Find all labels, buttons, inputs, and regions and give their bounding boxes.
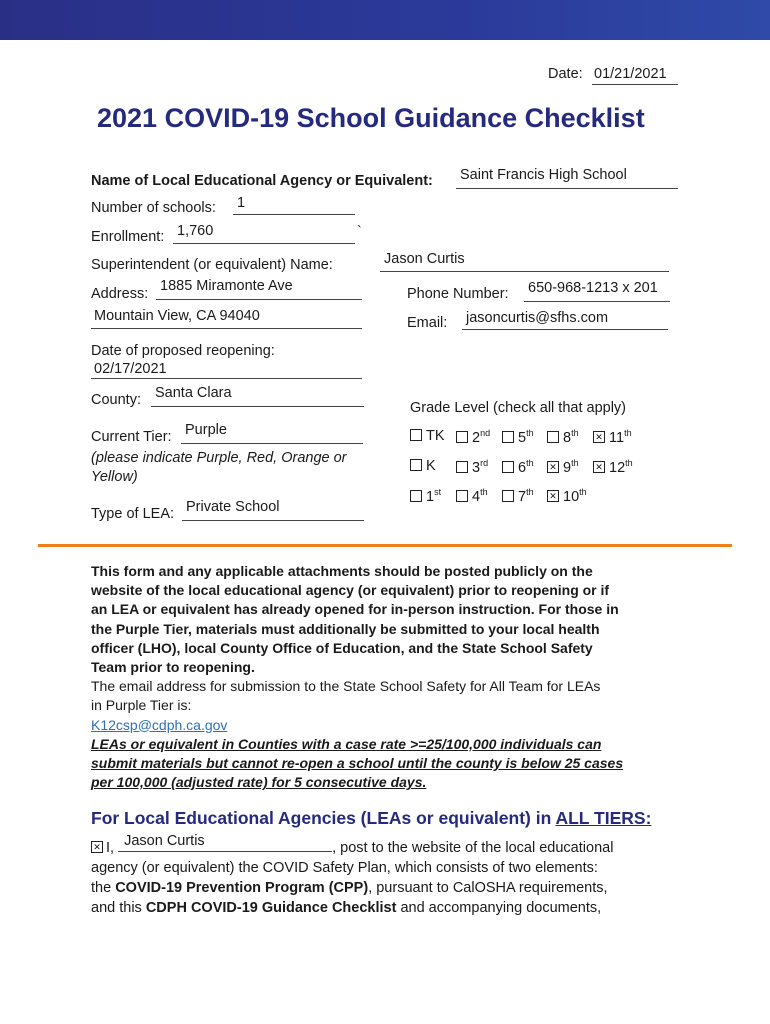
grade-label: 1 xyxy=(426,488,435,505)
grade-suffix: th xyxy=(526,487,534,497)
grade-suffix: th xyxy=(624,428,632,438)
grade-label: 2 xyxy=(472,429,481,446)
num-schools-label: Number of schools: xyxy=(91,200,216,216)
notice-bold-line: the Purple Tier, materials must additionally be submitted to your local health xyxy=(91,620,600,637)
phone-label: Phone Number: xyxy=(407,286,509,302)
grade-option-5[interactable] xyxy=(502,428,534,446)
submission-email-link[interactable]: K12csp@cdph.ca.gov xyxy=(91,716,228,733)
tier-label: Current Tier: xyxy=(91,429,172,445)
grade-label: 11 xyxy=(609,429,625,446)
phone-value[interactable]: 650-968-1213 x 201 xyxy=(528,280,658,296)
notice-bold-line: This form and any applicable attachments should be posted publicly on the xyxy=(91,563,593,579)
num-schools-value[interactable]: 1 xyxy=(237,195,246,211)
tier-value[interactable]: Purple xyxy=(185,422,227,438)
grade-option-tk[interactable] xyxy=(410,428,445,444)
superintendent-underline xyxy=(380,271,669,272)
all-tiers-heading-emph: ALL TIERS: xyxy=(555,808,652,828)
grade-option-11[interactable] xyxy=(593,428,632,446)
signer-field[interactable] xyxy=(118,833,332,852)
checklist-term: CDPH COVID-19 Guidance Checklist xyxy=(145,900,397,916)
date-value: 01/21/2021 xyxy=(594,66,667,82)
cpp-term: COVID-19 Prevention Program (CPP) xyxy=(115,880,369,896)
lea-type-value[interactable]: Private School xyxy=(186,499,280,515)
email-underline xyxy=(462,329,668,330)
grade-label: 7 xyxy=(518,488,527,505)
grade-checkbox[interactable] xyxy=(547,490,559,502)
attestation-i-label: I, xyxy=(106,840,115,856)
grade-checkbox[interactable] xyxy=(456,431,468,443)
address-label: Address: xyxy=(91,286,149,302)
tier-underline xyxy=(181,443,363,444)
attestation-line3 xyxy=(91,878,691,898)
county-value[interactable]: Santa Clara xyxy=(155,385,232,401)
address-line2[interactable]: Mountain View, CA 94040 xyxy=(94,308,260,324)
grade-checkbox[interactable] xyxy=(593,431,605,443)
grade-label: 5 xyxy=(518,429,527,446)
email-label: Email: xyxy=(407,315,448,331)
all-tiers-heading xyxy=(91,808,651,829)
grade-option-k[interactable] xyxy=(410,458,436,474)
grade-label: TK xyxy=(426,428,445,444)
num-schools-underline xyxy=(233,214,355,215)
grade-checkbox[interactable] xyxy=(502,490,514,502)
notice-bold-line: Team prior to reopening. xyxy=(91,659,255,676)
grade-checkbox[interactable] xyxy=(502,461,514,473)
lea-name-label: Name of Local Educational Agency or Equivalent: xyxy=(91,173,433,189)
grade-suffix: th xyxy=(625,458,633,468)
grade-label: 6 xyxy=(518,459,527,476)
grade-checkbox[interactable] xyxy=(547,461,559,473)
lea-type-underline xyxy=(182,520,364,521)
grade-label: 9 xyxy=(563,459,572,476)
grade-option-6[interactable] xyxy=(502,458,534,476)
reopening-value[interactable]: 02/17/2021 xyxy=(94,361,167,377)
grade-suffix: th xyxy=(571,428,579,438)
county-label: County: xyxy=(91,392,141,408)
attestation-line2: agency (or equivalent) the COVID Safety Plan, which consists of two elements: xyxy=(91,860,598,876)
grade-option-10[interactable] xyxy=(547,487,587,505)
notice-warn-line: per 100,000 (adjusted rate) for 5 consecutive days. xyxy=(91,774,427,791)
grade-label: K xyxy=(426,458,436,474)
email-value[interactable]: jasoncurtis@sfhs.com xyxy=(466,310,609,326)
line3-c: , pursuant to CalOSHA requirements, xyxy=(368,880,608,896)
superintendent-label: Superintendent (or equivalent) Name: xyxy=(91,257,333,273)
grade-checkbox[interactable] xyxy=(410,459,422,471)
grade-level-label: Grade Level (check all that apply) xyxy=(410,400,626,416)
grade-label: 12 xyxy=(609,459,626,476)
section-divider xyxy=(38,544,732,547)
grade-option-2[interactable] xyxy=(456,428,490,446)
grade-option-3[interactable] xyxy=(456,458,488,476)
enrollment-underline xyxy=(173,243,355,244)
grade-suffix: th xyxy=(571,458,579,468)
attestation-checkbox[interactable] xyxy=(91,841,103,853)
line4-a: and this xyxy=(91,900,146,916)
notice-warn-line: submit materials but cannot re-open a school until the county is below 25 cases xyxy=(91,755,624,772)
grade-suffix: nd xyxy=(480,428,491,438)
case-rate-warning xyxy=(91,735,691,793)
address-line1[interactable]: 1885 Miramonte Ave xyxy=(160,278,293,294)
superintendent-value[interactable]: Jason Curtis xyxy=(384,251,465,267)
lea-name-underline xyxy=(456,188,678,189)
grade-option-4[interactable] xyxy=(456,487,488,505)
grade-label: 3 xyxy=(472,459,481,476)
grade-suffix: th xyxy=(526,458,534,468)
notice-bold-line: officer (LHO), local County Office of Education, and the State School Safety xyxy=(91,639,593,656)
reopening-label: Date of proposed reopening: xyxy=(91,343,275,359)
grade-suffix: th xyxy=(579,487,587,497)
reopening-underline xyxy=(91,378,362,379)
lea-type-label: Type of LEA: xyxy=(91,506,175,522)
enrollment-label: Enrollment: xyxy=(91,229,165,245)
notice-plain-line: in Purple Tier is: xyxy=(91,697,192,714)
phone-underline xyxy=(524,301,670,302)
attestation-line1-rest: , post to the website of the local educational xyxy=(332,840,614,856)
grade-checkbox[interactable] xyxy=(456,461,468,473)
header-banner xyxy=(0,0,770,40)
date-underline xyxy=(592,84,678,85)
signer-value: Jason Curtis xyxy=(124,833,205,849)
line3-a: the xyxy=(91,880,116,896)
grade-option-12[interactable] xyxy=(593,458,633,476)
notice-bold-line: website of the local educational agency (or equivalent) prior to reopening or if xyxy=(91,582,610,599)
grade-suffix: rd xyxy=(480,458,489,468)
grade-checkbox[interactable] xyxy=(410,429,422,441)
grade-checkbox[interactable] xyxy=(547,431,559,443)
notice-bold-line: an LEA or equivalent has already opened for in-person instruction. For those in xyxy=(91,601,619,618)
tier-hint: (please indicate Purple, Red, Orange or Yellow) xyxy=(91,450,347,485)
all-tiers-statement xyxy=(91,833,691,918)
notice-bold-text xyxy=(91,562,691,677)
grade-label: 10 xyxy=(563,488,580,505)
grade-option-8[interactable] xyxy=(547,428,579,446)
date-label: Date: xyxy=(548,66,583,82)
page-title: 2021 COVID-19 School Guidance Checklist xyxy=(97,103,645,133)
all-tiers-heading-prefix: For Local Educational Agencies (LEAs or equivalent) in xyxy=(91,808,556,828)
county-underline xyxy=(151,406,364,407)
grade-checkbox[interactable] xyxy=(456,490,468,502)
grade-label: 4 xyxy=(472,488,481,505)
grade-option-7[interactable] xyxy=(502,487,534,505)
attestation-line4 xyxy=(91,898,691,918)
address-underline-1 xyxy=(156,299,362,300)
notice-block xyxy=(91,562,691,792)
grade-suffix: th xyxy=(526,428,534,438)
notice-plain-text xyxy=(91,677,691,715)
grade-label: 8 xyxy=(563,429,572,446)
grade-checkbox[interactable] xyxy=(593,461,605,473)
notice-plain-line: The email address for submission to the State School Safety for All Team for LEAs xyxy=(91,678,601,695)
grade-suffix: th xyxy=(480,487,488,497)
grade-option-1[interactable] xyxy=(410,487,441,505)
grade-option-9[interactable] xyxy=(547,458,579,476)
enrollment-suffix: ` xyxy=(357,224,362,240)
address-underline-2 xyxy=(91,328,362,329)
lea-name-value[interactable]: Saint Francis High School xyxy=(460,167,627,183)
notice-warn-line: LEAs or equivalent in Counties with a case rate >=25/100,000 individuals can xyxy=(91,735,602,752)
grade-checkbox[interactable] xyxy=(502,431,514,443)
grade-suffix: st xyxy=(434,487,442,497)
line4-c: and accompanying documents, xyxy=(396,900,602,916)
enrollment-value[interactable]: 1,760 xyxy=(177,223,214,239)
grade-checkbox[interactable] xyxy=(410,490,422,502)
